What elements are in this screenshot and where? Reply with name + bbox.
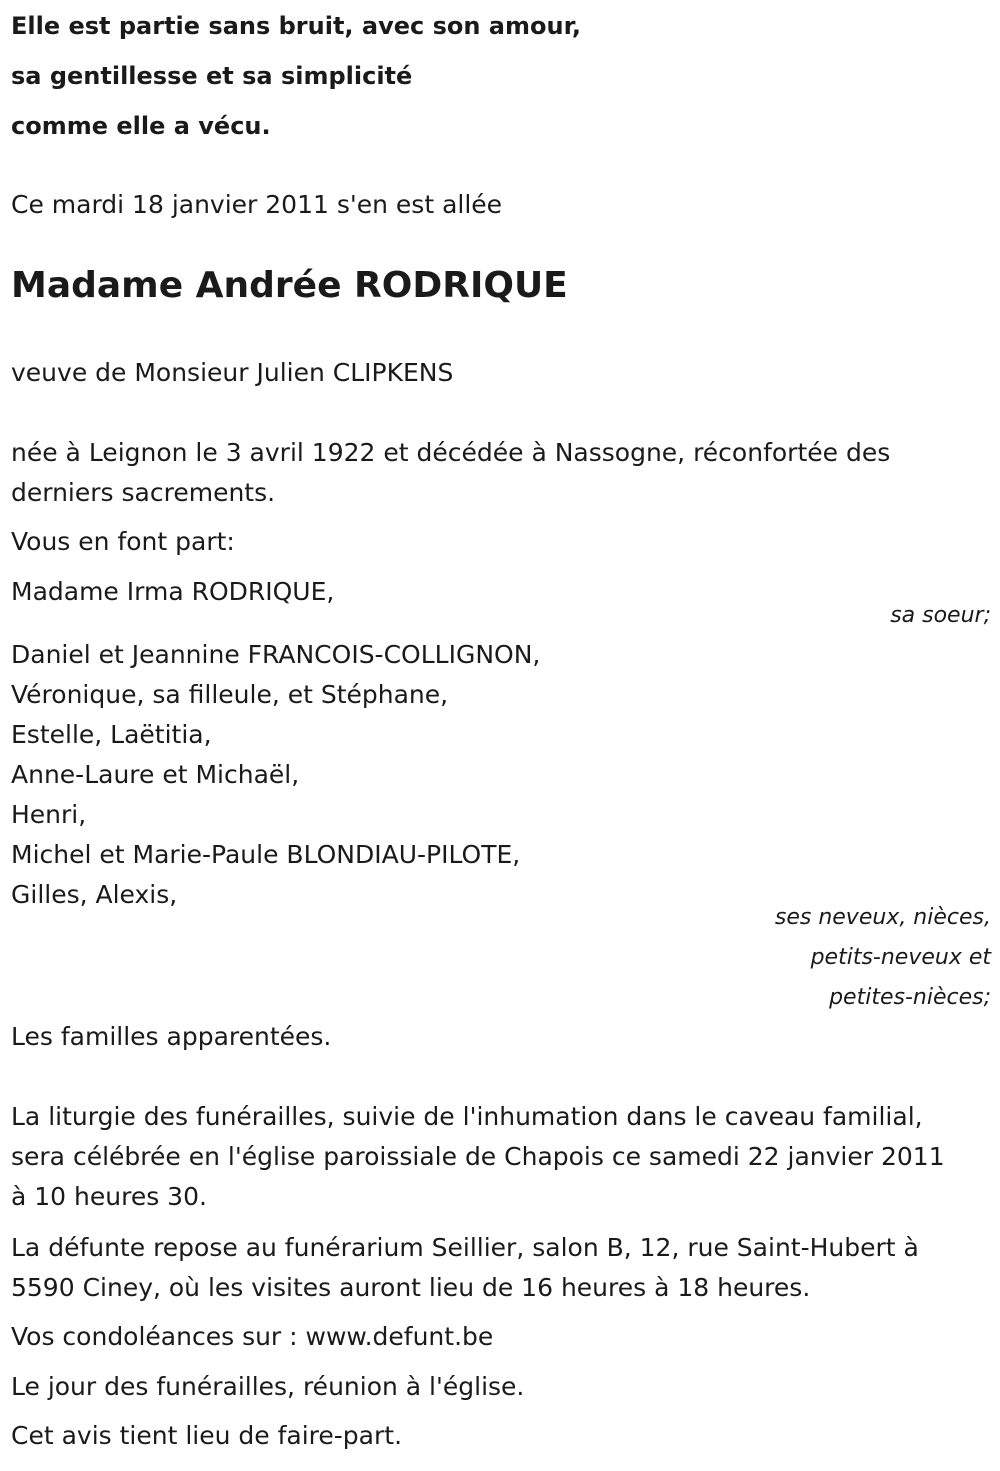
- sister-relation: sa soeur;: [890, 603, 991, 628]
- text-line: 5590 Ciney, où les visites auront lieu de 16 heures à 18 heures.: [11, 1273, 811, 1302]
- notice: Cet avis tient lieu de faire-part.: [11, 1421, 403, 1450]
- epigraph-line: comme elle a vécu.: [11, 112, 271, 140]
- relation-line: ses neveux, nièces,: [774, 905, 991, 930]
- epigraph-line: sa gentillesse et sa simplicité: [11, 62, 413, 90]
- text-line: à 10 heures 30.: [11, 1182, 207, 1211]
- list-item: Daniel et Jeannine FRANCOIS-COLLIGNON,: [11, 640, 541, 669]
- list-item: Gilles, Alexis,: [11, 880, 178, 909]
- list-item: Estelle, Laëtitia,: [11, 720, 212, 749]
- list-item: Michel et Marie-Paule BLONDIAU-PILOTE,: [11, 840, 521, 869]
- text-line: La défunte repose au funérarium Seillier, salon B, 12, rue Saint-Hubert à: [11, 1233, 919, 1262]
- sister-name: Madame Irma RODRIQUE,: [11, 577, 335, 606]
- list-item: Henri,: [11, 800, 87, 829]
- families: Les familles apparentées.: [11, 1022, 332, 1051]
- intro: Vous en font part:: [11, 527, 235, 556]
- epigraph-line: Elle est partie sans bruit, avec son amour,: [11, 12, 582, 40]
- widow-of: veuve de Monsieur Julien CLIPKENS: [11, 358, 454, 387]
- text-line: La liturgie des funérailles, suivie de l'inhumation dans le caveau familial,: [11, 1102, 923, 1131]
- list-item: Anne-Laure et Michaël,: [11, 760, 300, 789]
- announcement: Ce mardi 18 janvier 2011 s'en est allée: [11, 190, 503, 219]
- text-line: derniers sacrements.: [11, 478, 276, 507]
- text-line: sera célébrée en l'église paroissiale de Chapois ce samedi 22 janvier 2011: [11, 1142, 945, 1171]
- relation-line: petits-neveux et: [810, 945, 991, 970]
- obituary-notice: [11, 0, 991, 1471]
- relatives-list: [11, 635, 540, 915]
- deceased-name: Madame Andrée RODRIQUE: [11, 265, 568, 306]
- list-item: Véronique, sa filleule, et Stéphane,: [11, 680, 449, 709]
- condolences: Vos condoléances sur : www.defunt.be: [11, 1322, 494, 1351]
- relation-line: petites-nièces;: [829, 985, 991, 1010]
- birth-death-info: [11, 433, 890, 513]
- text-line: née à Leignon le 3 avril 1922 et décédée à Nassogne, réconfortée des: [11, 438, 891, 467]
- liturgy-info: [11, 1097, 945, 1217]
- relatives-relation: [775, 898, 991, 1018]
- epigraph: [11, 1, 581, 151]
- rest-info: [11, 1228, 919, 1308]
- meeting-info: Le jour des funérailles, réunion à l'église.: [11, 1372, 525, 1401]
